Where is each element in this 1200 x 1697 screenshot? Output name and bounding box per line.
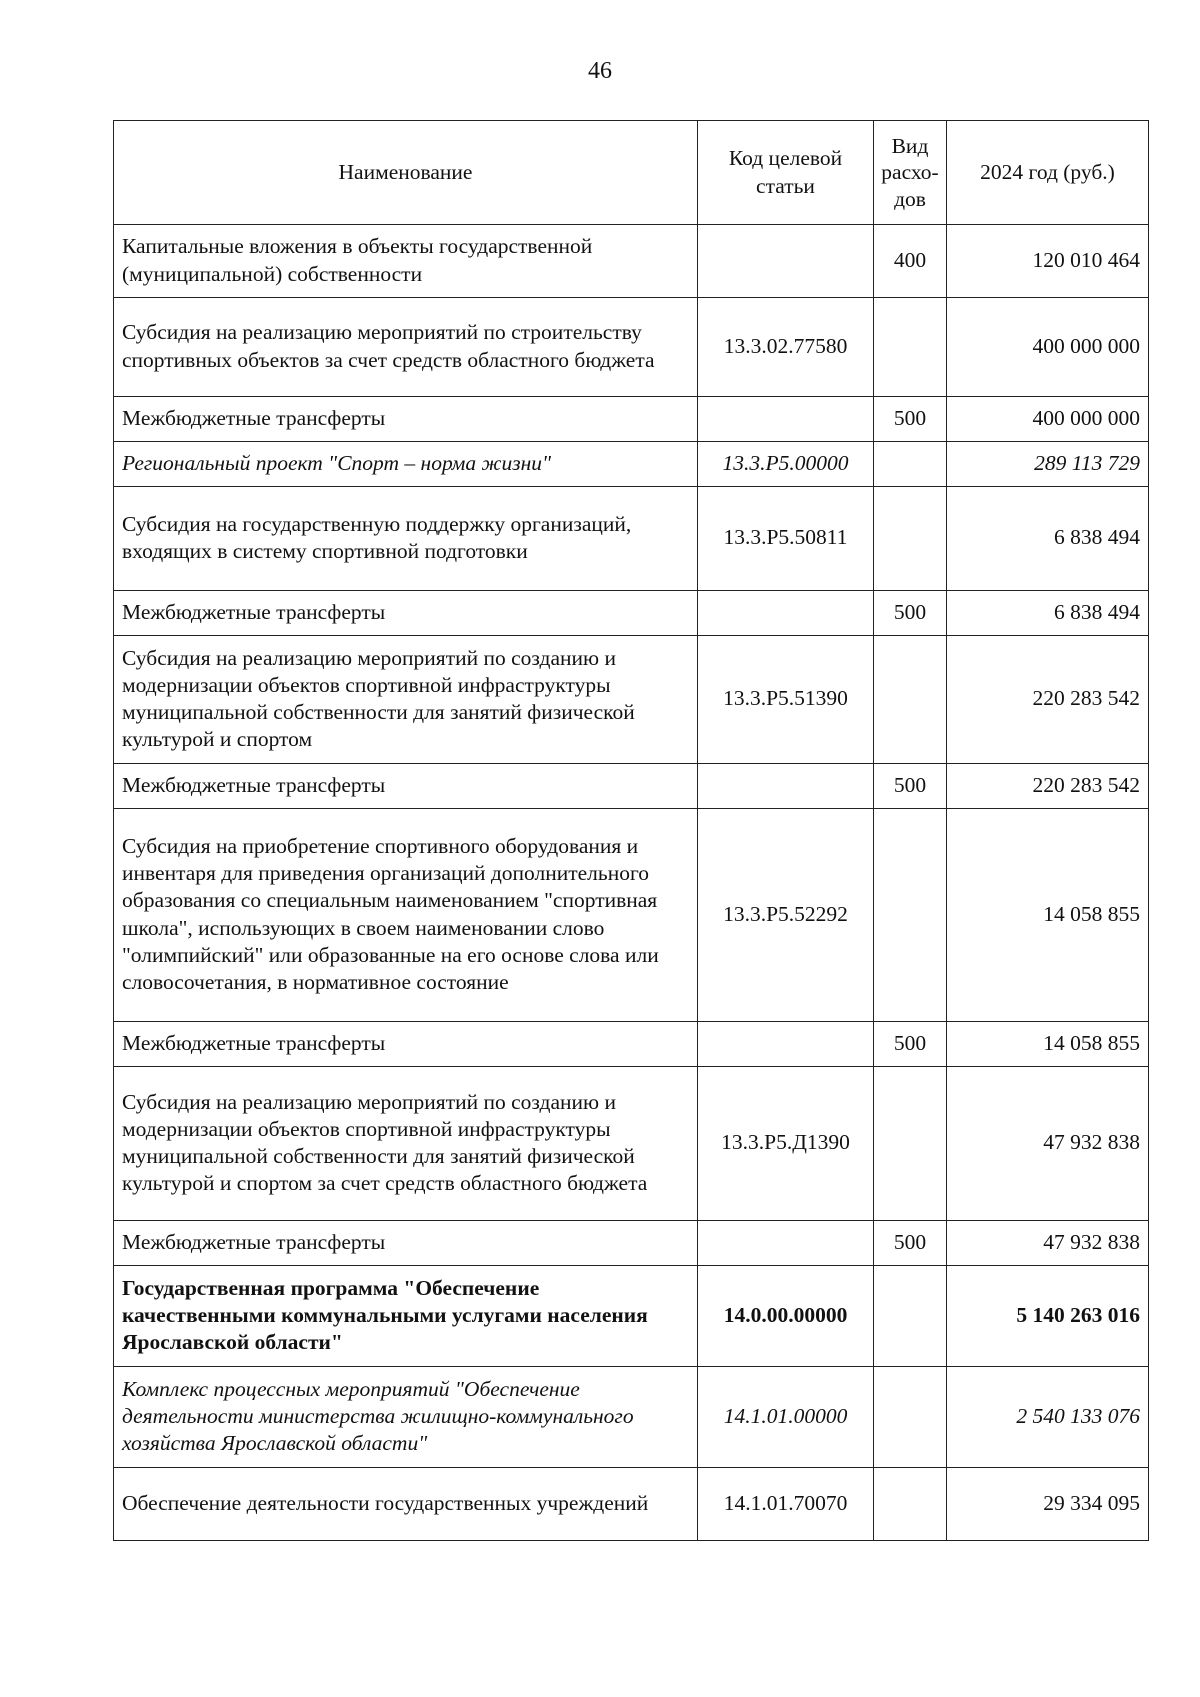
cell-kind: [874, 636, 947, 764]
table-row: [114, 397, 1149, 442]
cell-code: 14.1.01.00000: [698, 1367, 874, 1468]
table-row: [114, 591, 1149, 636]
cell-code: [698, 1022, 874, 1067]
cell-kind: [874, 442, 947, 487]
table-row: [114, 442, 1149, 487]
cell-name: Межбюджетные трансферты: [114, 591, 698, 636]
cell-name: Межбюджетные трансферты: [114, 397, 698, 442]
cell-amount: 2 540 133 076: [947, 1367, 1149, 1468]
table-row: [114, 298, 1149, 397]
cell-code: [698, 225, 874, 298]
cell-amount: 400 000 000: [947, 397, 1149, 442]
cell-amount: 6 838 494: [947, 591, 1149, 636]
cell-amount: 47 932 838: [947, 1067, 1149, 1221]
cell-code: 14.0.00.00000: [698, 1266, 874, 1367]
cell-name: Межбюджетные трансферты: [114, 1022, 698, 1067]
cell-kind: 400: [874, 225, 947, 298]
cell-amount: 6 838 494: [947, 487, 1149, 591]
table-row: [114, 225, 1149, 298]
cell-amount: 14 058 855: [947, 809, 1149, 1022]
cell-name: Субсидия на реализацию мероприятий по строительству спортивных объектов за счет средств областного бюджета: [114, 298, 698, 397]
cell-code: 13.3.Р5.51390: [698, 636, 874, 764]
cell-kind: 500: [874, 1022, 947, 1067]
header-name: Наименование: [114, 121, 698, 225]
cell-kind: [874, 809, 947, 1022]
cell-amount: 29 334 095: [947, 1468, 1149, 1541]
cell-name: Комплекс процессных мероприятий "Обеспечение деятельности министерства жилищно-коммунального хозяйства Ярославской области": [114, 1367, 698, 1468]
budget-table: [113, 120, 1149, 1541]
cell-kind: 500: [874, 591, 947, 636]
cell-name: Государственная программа "Обеспечение качественными коммунальными услугами населения Ярославской области": [114, 1266, 698, 1367]
cell-kind: [874, 487, 947, 591]
cell-name: Региональный проект "Спорт – норма жизни": [114, 442, 698, 487]
cell-code: [698, 397, 874, 442]
cell-kind: 500: [874, 764, 947, 809]
table-row: [114, 1067, 1149, 1221]
cell-amount: 120 010 464: [947, 225, 1149, 298]
cell-amount: 400 000 000: [947, 298, 1149, 397]
cell-kind: [874, 1067, 947, 1221]
table-row: [114, 809, 1149, 1022]
cell-kind: 500: [874, 1221, 947, 1266]
cell-kind: [874, 1468, 947, 1541]
cell-amount: 220 283 542: [947, 764, 1149, 809]
header-kind: Вид расхо-дов: [874, 121, 947, 225]
cell-kind: [874, 298, 947, 397]
table-header-row: [114, 121, 1149, 225]
cell-code: 13.3.Р5.52292: [698, 809, 874, 1022]
cell-kind: [874, 1367, 947, 1468]
cell-name: Обеспечение деятельности государственных учреждений: [114, 1468, 698, 1541]
cell-name: Субсидия на реализацию мероприятий по созданию и модернизации объектов спортивной инфраструктуры муниципальной собственности для занятий физической культурой и спортом за счет средств областного бюджета: [114, 1067, 698, 1221]
cell-name: Капитальные вложения в объекты государственной (муниципальной) собственности: [114, 225, 698, 298]
header-amount: 2024 год (руб.): [947, 121, 1149, 225]
table-row: [114, 1221, 1149, 1266]
cell-amount: 289 113 729: [947, 442, 1149, 487]
cell-code: 13.3.Р5.Д1390: [698, 1067, 874, 1221]
cell-code: [698, 591, 874, 636]
table-row: [114, 1022, 1149, 1067]
table-row: [114, 636, 1149, 764]
table-row: [114, 1468, 1149, 1541]
header-code: Код целевой статьи: [698, 121, 874, 225]
cell-code: 13.3.Р5.00000: [698, 442, 874, 487]
cell-code: [698, 1221, 874, 1266]
page-number: 46: [588, 58, 612, 84]
cell-amount: 220 283 542: [947, 636, 1149, 764]
cell-code: 14.1.01.70070: [698, 1468, 874, 1541]
cell-name: Субсидия на приобретение спортивного оборудования и инвентаря для приведения организаций дополнительного образования со специальным наименованием "спортивная школа", использующих в своем наименовании слово "олимпийский" или образованные на его основе слова или словосочетания, в нормативное состояние: [114, 809, 698, 1022]
cell-name: Субсидия на государственную поддержку организаций, входящих в систему спортивной подготовки: [114, 487, 698, 591]
cell-name: Межбюджетные трансферты: [114, 1221, 698, 1266]
table-row: [114, 764, 1149, 809]
cell-code: [698, 764, 874, 809]
cell-kind: [874, 1266, 947, 1367]
cell-amount: 14 058 855: [947, 1022, 1149, 1067]
cell-amount: 5 140 263 016: [947, 1266, 1149, 1367]
cell-code: 13.3.Р5.50811: [698, 487, 874, 591]
table-row: [114, 487, 1149, 591]
table-row: [114, 1367, 1149, 1468]
table-row: [114, 1266, 1149, 1367]
cell-kind: 500: [874, 397, 947, 442]
cell-name: Субсидия на реализацию мероприятий по созданию и модернизации объектов спортивной инфраструктуры муниципальной собственности для занятий физической культурой и спортом: [114, 636, 698, 764]
cell-amount: 47 932 838: [947, 1221, 1149, 1266]
cell-name: Межбюджетные трансферты: [114, 764, 698, 809]
cell-code: 13.3.02.77580: [698, 298, 874, 397]
